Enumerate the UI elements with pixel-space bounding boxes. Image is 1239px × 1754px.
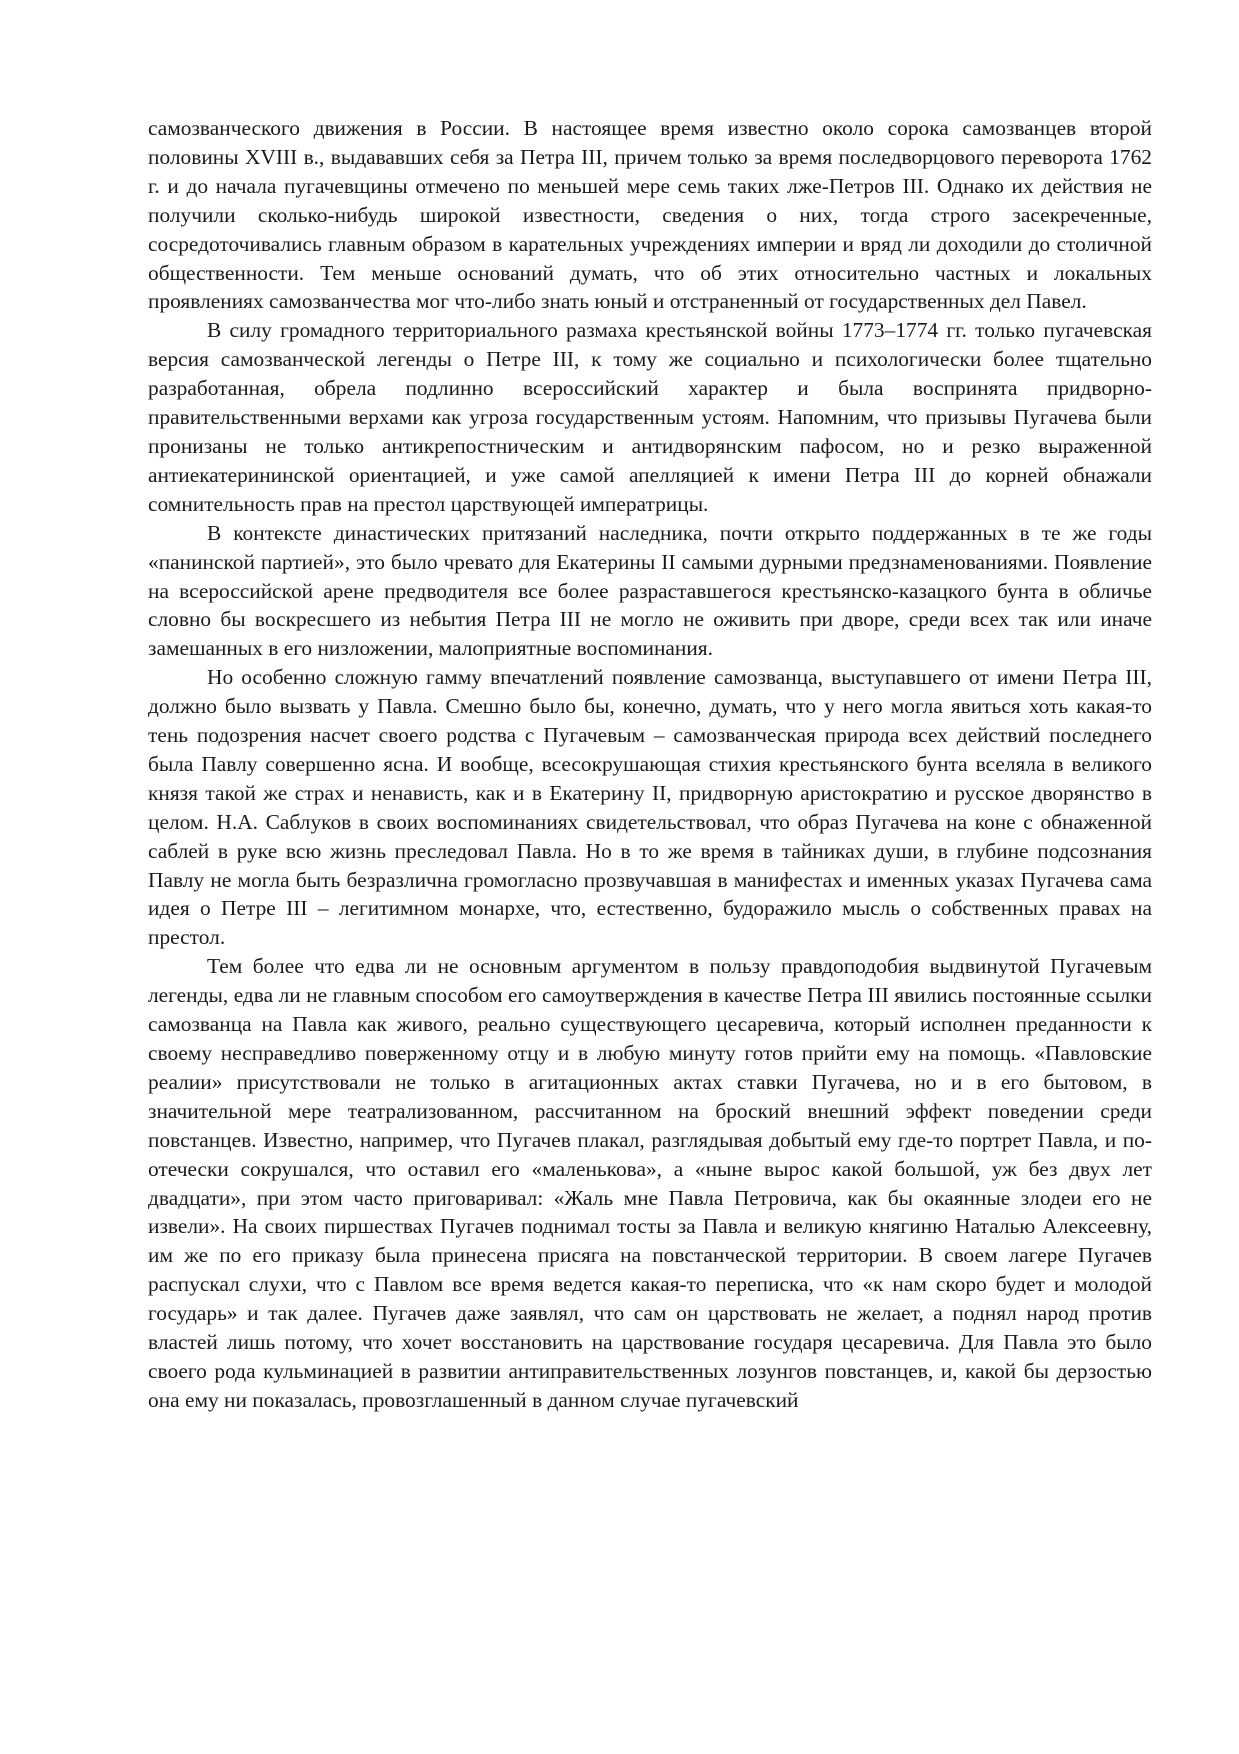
paragraph-1: самозванческого движения в России. В настоящее время известно около сорока самозванцев второй половины XVIII в., выдававших себя за Петра III, причем только за время последворцового переворота 1762 г. и до начала пугачевщины отмечено по меньшей мере семь таких лже-Петров III. Однако их действия не получили сколько-нибудь широкой известности, сведения о них, тогда строго засекреченные, сосредоточивались главным образом в карательных учреждениях империи и вряд ли доходили до столичной общественности. Тем меньше оснований думать, что об этих относительно частных и локальных проявлениях самозванчества мог что-либо знать юный и отстраненный от государственных дел Павел.: [148, 116, 1152, 314]
document-page: [148, 114, 1152, 1415]
paragraph-3: В контексте династических притязаний наследника, почти открыто поддержанных в те же годы «панинской партией», это было чревато для Екатерины II самыми дурными предзнаменованиями. Появление на всероссийской арене предводителя все более разраставшегося крестьянско-казацкого бунта в обличье словно бы воскресшего из небытия Петра III не могло не оживить при дворе, среди всех так или иначе замешанных в его низложении, малоприятные воспоминания.: [148, 520, 1152, 661]
paragraph-2: В силу громадного территориального размаха крестьянской войны 1773–1774 гг. только пугачевская версия самозванческой легенды о Петре III, к тому же социально и психологически более тщательно разработанная, обрела подлинно всероссийский характер и была воспринята придворно-правительственными верхами как угроза государственным устоям. Напомним, что призывы Пугачева были пронизаны не только антикрепостническим и антидворянским пафосом, но и резко выраженной антиекатерининской ориентацией, и уже самой апелляцией к имени Петра III до корней обнажали сомнительность прав на престол царствующей императрицы.: [148, 318, 1152, 516]
paragraph-4: Но особенно сложную гамму впечатлений появление самозванца, выступавшего от имени Петра III, должно было вызвать у Павла. Смешно было бы, конечно, думать, что у него могла явиться хоть какая-то тень подозрения насчет своего родства с Пугачевым – самозванческая природа всех действий последнего была Павлу совершенно ясна. И вообще, всесокрушающая стихия крестьянского бунта вселяла в великого князя такой же страх и ненависть, как и в Екатерину II, придворную аристократию и русское дворянство в целом. Н.А. Саблуков в своих воспоминаниях свидетельствовал, что образ Пугачева на коне с обнаженной саблей в руке всю жизнь преследовал Павла. Но в то же время в тайниках души, в глубине подсознания Павлу не могла быть безразлична громогласно прозвучавшая в манифестах и именных указах Пугачева сама идея о Петре III – легитимном монархе, что, естественно, будоражило мысль о собственных правах на престол.: [148, 665, 1152, 950]
paragraph-5: Тем более что едва ли не основным аргументом в пользу правдоподобия выдвинутой Пугачевым легенды, едва ли не главным способом его самоутверждения в качестве Петра III явились постоянные ссылки самозванца на Павла как живого, реально существующего цесаревича, который исполнен преданности к своему несправедливо поверженному отцу и в любую минуту готов прийти ему на помощь. «Павловские реалии» присутствовали не только в агитационных актах ставки Пугачева, но и в его бытовом, в значительной мере театрализованном, рассчитанном на броский внешний эффект поведении среди повстанцев. Известно, например, что Пугачев плакал, разглядывая добытый ему где-то портрет Павла, и по-отечески сокрушался, что оставил его «маленькова», а «ныне вырос какой большой, уж без двух лет двадцати», при этом часто приговаривал: «Жаль мне Павла Петровича, как бы окаянные злодеи его не извели». На своих пиршествах Пугачев поднимал тосты за Павла и великую княгиню Наталью Алексеевну, им же по его приказу была принесена присяга на повстанческой территории. В своем лагере Пугачев распускал слухи, что с Павлом все время ведется какая-то переписка, что «к нам скоро будет и молодой государь» и так далее. Пугачев даже заявлял, что сам он царствовать не желает, а поднял народ против властей лишь потому, что хочет восстановить на царствование государя цесаревича. Для Павла это было своего рода кульминацией в развитии антиправительственных лозунгов повстанцев, и, какой бы дерзостью она ему ни показалась, провозглашенный в данном случае пугачевский: [148, 954, 1152, 1412]
